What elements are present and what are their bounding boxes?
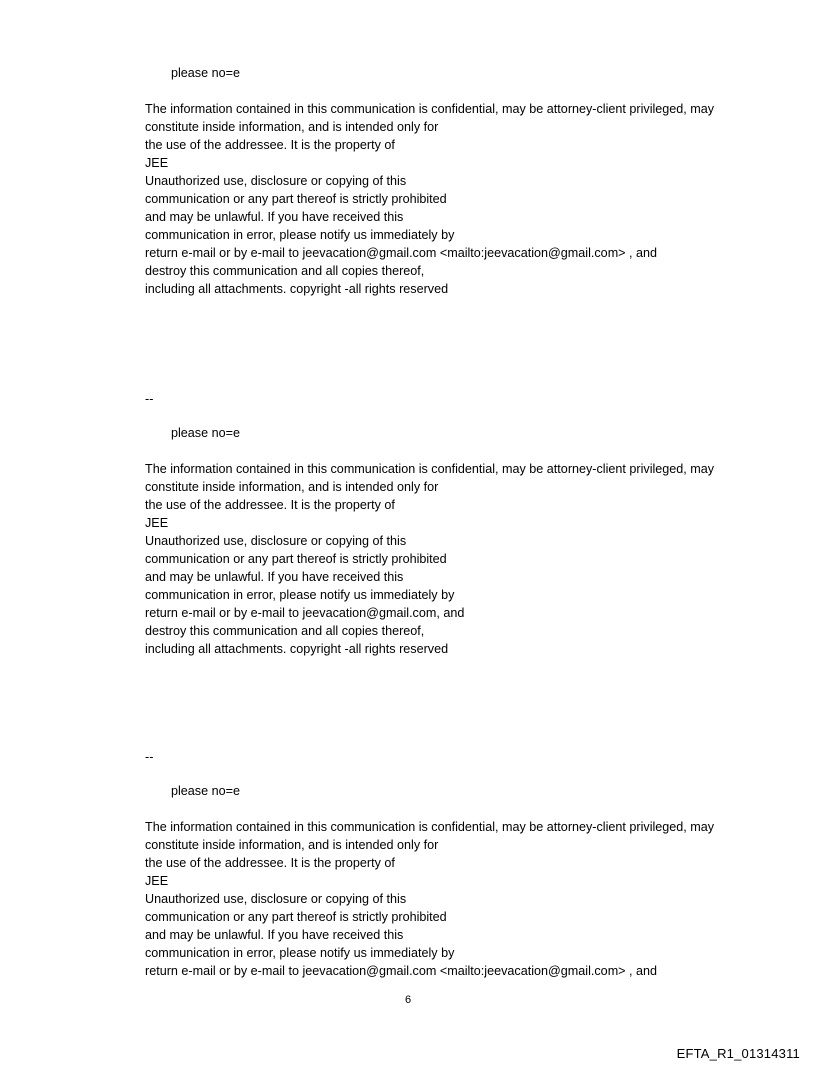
body-line: The information contained in this communication is confidential, may be attorney-client privileged, may — [145, 820, 715, 834]
spacer-line — [145, 800, 785, 818]
body-line: communication in error, please notify us immediately by — [145, 946, 455, 960]
body-line: including all attachments. copyright -all rights reserved — [145, 282, 449, 296]
body-line: and may be unlawful. If you have received this — [145, 928, 404, 942]
body-line: constitute inside information, and is intended only for — [145, 480, 439, 494]
body-line: communication in error, please notify us immediately by — [145, 588, 455, 602]
body-line: return e-mail or by e-mail to jeevacation@gmail.com, and — [145, 606, 465, 620]
body-line: JEE — [145, 874, 169, 888]
body-line: and may be unlawful. If you have received this — [145, 570, 404, 584]
separator: -- — [145, 392, 154, 406]
body-line: communication or any part thereof is strictly prohibited — [145, 910, 447, 924]
disclaimer-block-1 — [145, 64, 785, 298]
body-line: the use of the addressee. It is the property of — [145, 498, 395, 512]
body-line: communication in error, please notify us immediately by — [145, 228, 455, 242]
body-line: Unauthorized use, disclosure or copying of this — [145, 534, 407, 548]
body-line: Unauthorized use, disclosure or copying of this — [145, 892, 407, 906]
separator: -- — [145, 750, 154, 764]
greeting-line: please no=e — [171, 784, 240, 798]
body-line: The information contained in this communication is confidential, may be attorney-client privileged, may — [145, 462, 715, 476]
body-line: return e-mail or by e-mail to jeevacation@gmail.com <mailto:jeevacation@gmail.com> , and — [145, 246, 658, 260]
body-line: JEE — [145, 516, 169, 530]
body-line: constitute inside information, and is intended only for — [145, 838, 439, 852]
body-line: and may be unlawful. If you have received this — [145, 210, 404, 224]
body-line: destroy this communication and all copies thereof, — [145, 264, 425, 278]
body-line: The information contained in this communication is confidential, may be attorney-client privileged, may — [145, 102, 715, 116]
greeting-line: please no=e — [171, 426, 240, 440]
body-line: Unauthorized use, disclosure or copying of this — [145, 174, 407, 188]
page-number: 6 — [404, 994, 412, 1006]
disclaimer-block-2 — [145, 424, 785, 658]
body-line: constitute inside information, and is intended only for — [145, 120, 439, 134]
body-line: communication or any part thereof is strictly prohibited — [145, 552, 447, 566]
body-line: the use of the addressee. It is the property of — [145, 138, 395, 152]
body-line: JEE — [145, 156, 169, 170]
body-line: destroy this communication and all copies thereof, — [145, 624, 425, 638]
spacer-line — [145, 82, 785, 100]
body-line: communication or any part thereof is strictly prohibited — [145, 192, 447, 206]
spacer-line — [145, 442, 785, 460]
body-line: return e-mail or by e-mail to jeevacation@gmail.com <mailto:jeevacation@gmail.com> , and — [145, 964, 658, 978]
greeting-line: please no=e — [171, 66, 240, 80]
body-line: the use of the addressee. It is the property of — [145, 856, 395, 870]
document-id: EFTA_R1_01314311 — [676, 1046, 800, 1061]
disclaimer-block-3 — [145, 782, 785, 980]
body-line: including all attachments. copyright -all rights reserved — [145, 642, 449, 656]
